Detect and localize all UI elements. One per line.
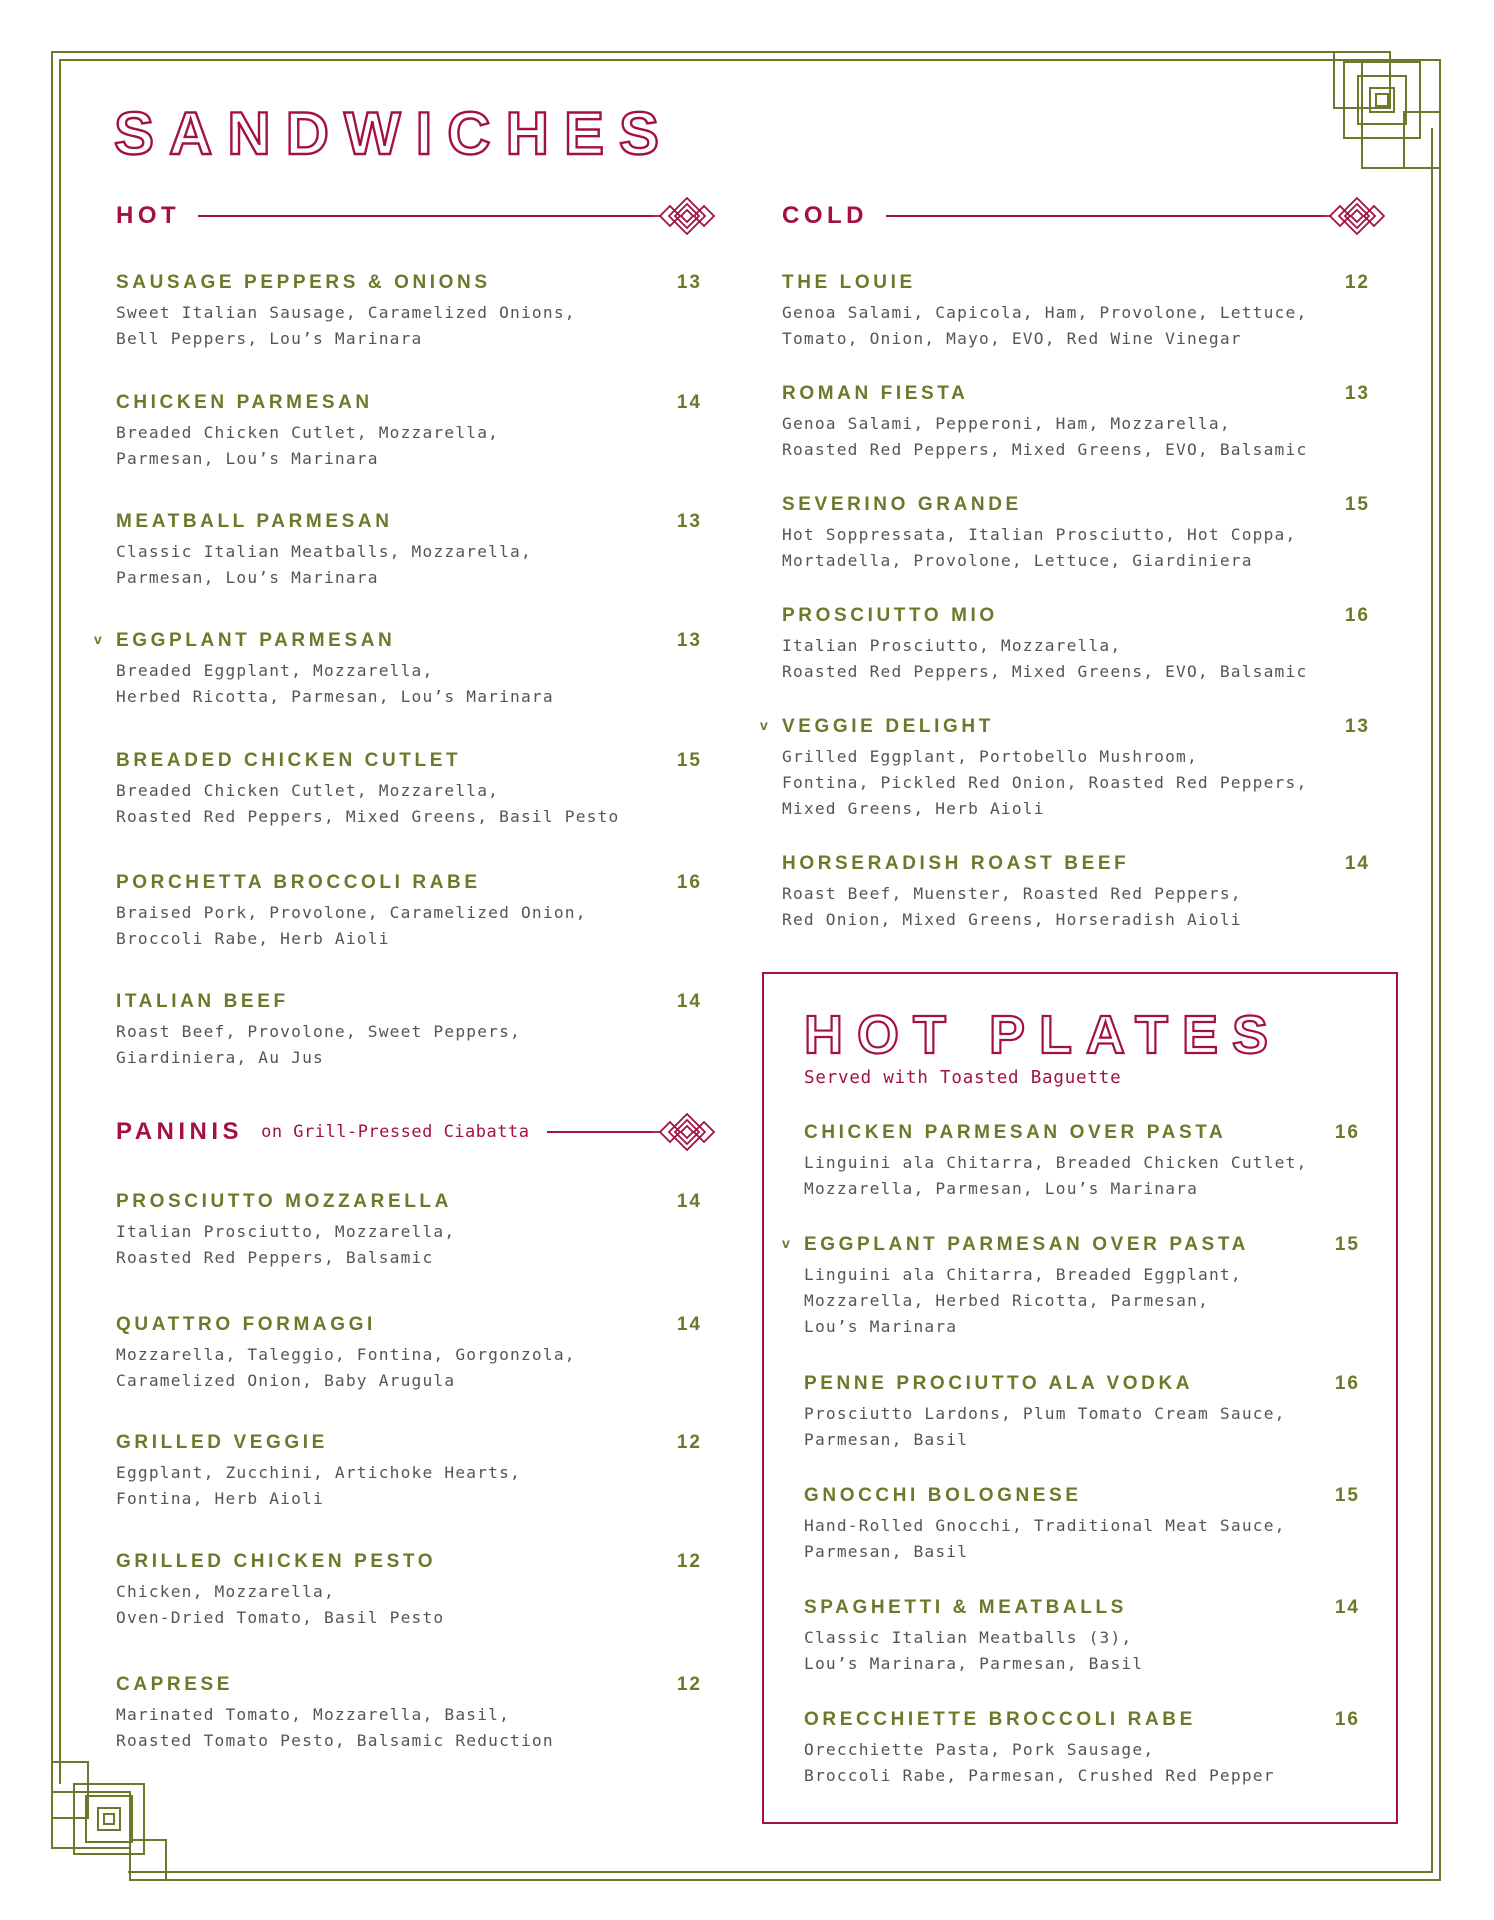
- item-description: [116, 420, 702, 472]
- item-name: EGGPLANT PARMESAN: [116, 630, 396, 651]
- menu-item: [804, 1709, 1360, 1789]
- item-name: GNOCCHI BOLOGNESE: [804, 1485, 1082, 1506]
- menu-item: [782, 494, 1370, 574]
- item-description: [116, 900, 702, 952]
- item-name: QUATTRO FORMAGGI: [116, 1314, 376, 1335]
- item-description: [116, 1702, 702, 1754]
- desc-line: Roasted Red Peppers, Mixed Greens, Basil Pesto: [116, 807, 620, 826]
- menu-item: [804, 1485, 1360, 1565]
- item-name: BREADED CHICKEN CUTLET: [116, 750, 462, 771]
- desc-line: Orecchiette Pasta, Pork Sausage,: [804, 1740, 1155, 1759]
- item-name: ROMAN FIESTA: [782, 383, 969, 404]
- item-name: PROSCIUTTO MOZZARELLA: [116, 1191, 452, 1212]
- item-description: [782, 744, 1370, 822]
- menu-item: [116, 1432, 702, 1512]
- item-description: [116, 1460, 702, 1512]
- menu-item: [760, 716, 1370, 822]
- desc-line: Roast Beef, Muenster, Roasted Red Peppers,: [782, 884, 1242, 903]
- menu-item: [116, 1191, 702, 1271]
- menu-item: [804, 1373, 1360, 1453]
- section-title-cold: COLD: [782, 202, 868, 229]
- item-name: HORSERADISH ROAST BEEF: [782, 853, 1130, 874]
- menu-item: [782, 383, 1370, 463]
- desc-line: Hot Soppressata, Italian Prosciutto, Hot Coppa,: [782, 525, 1297, 544]
- desc-line: Genoa Salami, Pepperoni, Ham, Mozzarella,: [782, 414, 1231, 433]
- item-price: 12: [676, 1551, 702, 1572]
- item-description: [804, 1150, 1360, 1202]
- item-description: [116, 1219, 702, 1271]
- desc-line: Parmesan, Basil: [804, 1542, 969, 1561]
- item-name: CHICKEN PARMESAN OVER PASTA: [804, 1122, 1227, 1143]
- item-name: THE LOUIE: [782, 272, 916, 293]
- section-divider-line: [547, 1131, 652, 1133]
- desc-line: Lou’s Marinara, Parmesan, Basil: [804, 1654, 1144, 1673]
- desc-line: Caramelized Onion, Baby Arugula: [116, 1371, 456, 1390]
- desc-line: Grilled Eggplant, Portobello Mushroom,: [782, 747, 1198, 766]
- diamond-ornament-icon: [1322, 196, 1392, 236]
- menu-item: [116, 872, 702, 952]
- desc-line: Mozzarella, Taleggio, Fontina, Gorgonzola,: [116, 1345, 576, 1364]
- menu-item: [116, 272, 702, 352]
- desc-line: Genoa Salami, Capicola, Ham, Provolone, Lettuce,: [782, 303, 1308, 322]
- menu-item: [94, 630, 702, 710]
- desc-line: Marinated Tomato, Mozzarella, Basil,: [116, 1705, 511, 1724]
- desc-line: Hand-Rolled Gnocchi, Traditional Meat Sauce,: [804, 1516, 1286, 1535]
- desc-line: Parmesan, Lou’s Marinara: [116, 449, 379, 468]
- desc-line: Tomato, Onion, Mayo, EVO, Red Wine Vinegar: [782, 329, 1242, 348]
- section-title-paninis: PANINIS: [116, 1118, 244, 1145]
- item-name: PORCHETTA BROCCOLI RABE: [116, 872, 481, 893]
- item-description: [782, 411, 1370, 463]
- section-subtitle-paninis: on Grill-Pressed Ciabatta: [261, 1122, 530, 1142]
- item-price: 15: [676, 750, 702, 771]
- item-description: [782, 633, 1370, 685]
- desc-line: Mozzarella, Parmesan, Lou’s Marinara: [804, 1179, 1199, 1198]
- desc-line: Parmesan, Lou’s Marinara: [116, 568, 379, 587]
- menu-item: [782, 1234, 1360, 1340]
- vegetarian-marker: v: [94, 631, 102, 647]
- item-description: [804, 1262, 1360, 1340]
- desc-line: Mozzarella, Herbed Ricotta, Parmesan,: [804, 1291, 1209, 1310]
- item-description: [782, 522, 1370, 574]
- menu-item: [782, 853, 1370, 933]
- item-description: [116, 539, 702, 591]
- item-name: SPAGHETTI & MEATBALLS: [804, 1597, 1127, 1618]
- desc-line: Red Onion, Mixed Greens, Horseradish Aioli: [782, 910, 1242, 929]
- desc-line: Prosciutto Lardons, Plum Tomato Cream Sauce,: [804, 1404, 1286, 1423]
- desc-line: Mixed Greens, Herb Aioli: [782, 799, 1045, 818]
- item-name: SAUSAGE PEPPERS & ONIONS: [116, 272, 491, 293]
- item-price: 15: [1334, 1485, 1360, 1506]
- item-description: [804, 1737, 1360, 1789]
- menu-item: [116, 1314, 702, 1394]
- item-description: [116, 1579, 702, 1631]
- item-description: [804, 1513, 1360, 1565]
- desc-line: Breaded Chicken Cutlet, Mozzarella,: [116, 781, 500, 800]
- vegetarian-marker: v: [782, 1235, 790, 1251]
- item-price: 15: [1334, 1234, 1360, 1255]
- desc-line: Giardiniera, Au Jus: [116, 1048, 324, 1067]
- menu-item: [116, 392, 702, 472]
- section-divider-line: [198, 215, 652, 217]
- item-price: 16: [1334, 1373, 1360, 1394]
- menu-item: [116, 1674, 702, 1754]
- desc-line: Eggplant, Zucchini, Artichoke Hearts,: [116, 1463, 521, 1482]
- menu-item: [782, 272, 1370, 352]
- item-name: SEVERINO GRANDE: [782, 494, 1022, 515]
- item-description: [116, 658, 702, 710]
- desc-line: Roasted Red Peppers, Mixed Greens, EVO, Balsamic: [782, 440, 1308, 459]
- desc-line: Herbed Ricotta, Parmesan, Lou’s Marinara: [116, 687, 554, 706]
- item-price: 14: [676, 1191, 702, 1212]
- item-price: 14: [676, 991, 702, 1012]
- item-name: GRILLED CHICKEN PESTO: [116, 1551, 437, 1572]
- item-name: PENNE PROCIUTTO ALA VODKA: [804, 1373, 1194, 1394]
- desc-line: Classic Italian Meatballs (3),: [804, 1628, 1133, 1647]
- item-description: [782, 881, 1370, 933]
- vegetarian-marker: v: [760, 717, 768, 733]
- diamond-ornament-icon: [652, 196, 722, 236]
- item-price: 12: [676, 1674, 702, 1695]
- desc-line: Breaded Chicken Cutlet, Mozzarella,: [116, 423, 500, 442]
- desc-line: Italian Prosciutto, Mozzarella,: [782, 636, 1122, 655]
- item-price: 16: [1334, 1709, 1360, 1730]
- item-price: 14: [1334, 1597, 1360, 1618]
- desc-line: Fontina, Herb Aioli: [116, 1489, 324, 1508]
- menu-item: [116, 511, 702, 591]
- desc-line: Lou’s Marinara: [804, 1317, 958, 1336]
- item-name: MEATBALL PARMESAN: [116, 511, 393, 532]
- desc-line: Broccoli Rabe, Herb Aioli: [116, 929, 390, 948]
- item-name: CAPRESE: [116, 1674, 234, 1695]
- desc-line: Sweet Italian Sausage, Caramelized Onions,: [116, 303, 576, 322]
- item-description: [804, 1625, 1360, 1677]
- desc-line: Classic Italian Meatballs, Mozzarella,: [116, 542, 532, 561]
- desc-line: Oven-Dried Tomato, Basil Pesto: [116, 1608, 445, 1627]
- item-price: 15: [1344, 494, 1370, 515]
- item-name: EGGPLANT PARMESAN OVER PASTA: [804, 1234, 1249, 1255]
- item-name: ORECCHIETTE BROCCOLI RABE: [804, 1709, 1196, 1730]
- hot-plates-title: HOT PLATES: [804, 1005, 1283, 1065]
- desc-line: Linguini ala Chitarra, Breaded Chicken Cutlet,: [804, 1153, 1308, 1172]
- desc-line: Mortadella, Provolone, Lettuce, Giardiniera: [782, 551, 1253, 570]
- desc-line: Roasted Red Peppers, Balsamic: [116, 1248, 434, 1267]
- section-title-hot: HOT: [116, 202, 181, 229]
- desc-line: Roasted Tomato Pesto, Balsamic Reduction: [116, 1731, 554, 1750]
- item-description: [116, 1019, 702, 1071]
- section-header-cold: [782, 196, 1392, 236]
- item-name: VEGGIE DELIGHT: [782, 716, 994, 737]
- item-description: [116, 300, 702, 352]
- diamond-ornament-icon: [652, 1112, 722, 1152]
- item-name: CHICKEN PARMESAN: [116, 392, 373, 413]
- item-price: 14: [676, 1314, 702, 1335]
- menu-item: [804, 1122, 1360, 1202]
- item-description: [116, 778, 702, 830]
- menu-item: [782, 605, 1370, 685]
- item-price: 14: [676, 392, 702, 413]
- item-price: 16: [676, 872, 702, 893]
- desc-line: Chicken, Mozzarella,: [116, 1582, 335, 1601]
- item-description: [804, 1401, 1360, 1453]
- item-price: 16: [1334, 1122, 1360, 1143]
- item-price: 14: [1344, 853, 1370, 874]
- desc-line: Fontina, Pickled Red Onion, Roasted Red Peppers,: [782, 773, 1308, 792]
- desc-line: Italian Prosciutto, Mozzarella,: [116, 1222, 456, 1241]
- desc-line: Breaded Eggplant, Mozzarella,: [116, 661, 434, 680]
- desc-line: Linguini ala Chitarra, Breaded Eggplant,: [804, 1265, 1242, 1284]
- item-price: 12: [1344, 272, 1370, 293]
- section-header-hot: [116, 196, 722, 236]
- item-price: 13: [676, 272, 702, 293]
- desc-line: Bell Peppers, Lou’s Marinara: [116, 329, 423, 348]
- page-title: SANDWICHES: [114, 100, 675, 167]
- desc-line: Roast Beef, Provolone, Sweet Peppers,: [116, 1022, 521, 1041]
- menu-item: [116, 1551, 702, 1631]
- item-name: PROSCIUTTO MIO: [782, 605, 998, 626]
- desc-line: Roasted Red Peppers, Mixed Greens, EVO, Balsamic: [782, 662, 1308, 681]
- section-header-paninis: [116, 1112, 722, 1152]
- item-price: 12: [676, 1432, 702, 1453]
- desc-line: Braised Pork, Provolone, Caramelized Onion,: [116, 903, 587, 922]
- menu-item: [116, 991, 702, 1071]
- section-divider-line: [886, 215, 1322, 217]
- menu-item: [804, 1597, 1360, 1677]
- desc-line: Broccoli Rabe, Parmesan, Crushed Red Pepper: [804, 1766, 1275, 1785]
- item-price: 16: [1344, 605, 1370, 626]
- item-price: 13: [1344, 383, 1370, 404]
- item-description: [116, 1342, 702, 1394]
- item-price: 13: [1344, 716, 1370, 737]
- item-description: [782, 300, 1370, 352]
- item-name: ITALIAN BEEF: [116, 991, 289, 1012]
- desc-line: Parmesan, Basil: [804, 1430, 969, 1449]
- item-name: GRILLED VEGGIE: [116, 1432, 328, 1453]
- menu-item: [116, 750, 702, 830]
- item-price: 13: [676, 511, 702, 532]
- item-price: 13: [676, 630, 702, 651]
- hot-plates-subtitle: Served with Toasted Baguette: [804, 1068, 1122, 1088]
